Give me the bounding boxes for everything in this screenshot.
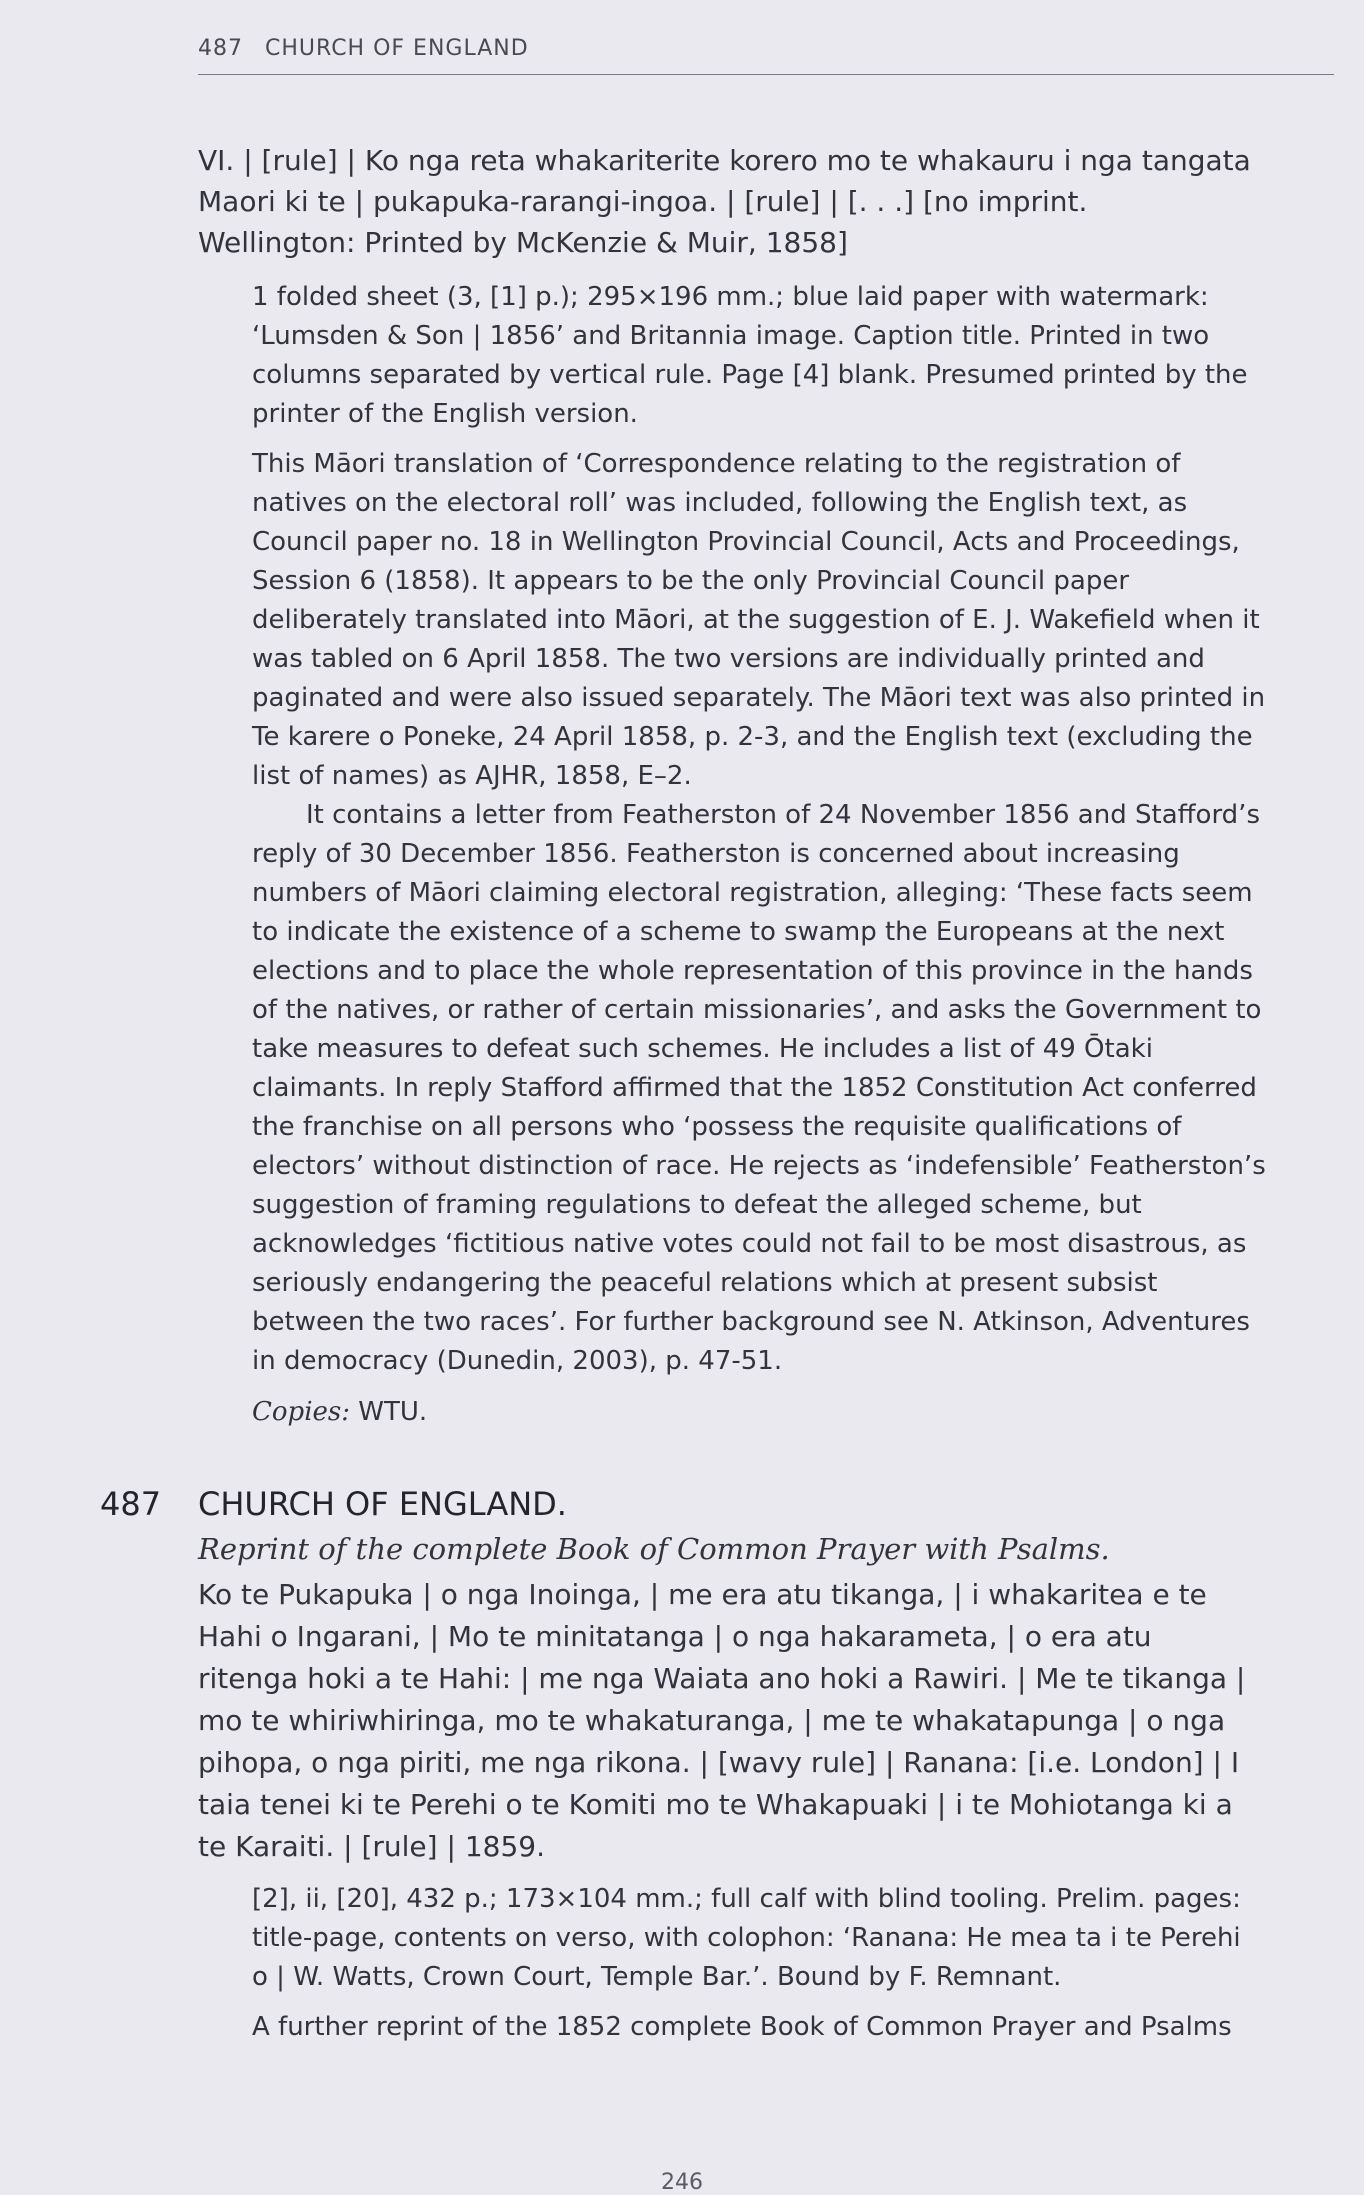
title-line: ritenga hoki a te Hahi: | me nga Waiata ano hoki a Rawiri. | Me te tikanga |: [198, 1662, 1246, 1695]
text-line: seriously endangering the peaceful relations which at present subsist: [252, 1268, 1158, 1298]
text-line: was tabled on 6 April 1858. The two versions are individually printed and: [252, 644, 1205, 674]
text-line: in democracy (Dunedin, 2003), p. 47-51.: [252, 1346, 783, 1376]
entry-note: [252, 2008, 1334, 2047]
title-line: Hahi o Ingarani, | Mo te minitatanga | o nga hakarameta, | o era atu: [198, 1620, 1152, 1653]
text-line: claimants. In reply Stafford affirmed that the 1852 Constitution Act conferred: [252, 1073, 1257, 1103]
title-line: pihopa, o nga piriti, me nga rikona. | [wavy rule] | Ranana: [i.e. London] | I: [198, 1746, 1240, 1779]
text-line: reply of 30 December 1856. Featherston is concerned about increasing: [252, 839, 1180, 869]
text-line: Council paper no. 18 in Wellington Provincial Council, Acts and Proceedings,: [252, 527, 1240, 557]
running-head-title: CHURCH OF ENGLAND: [265, 36, 529, 61]
title-line: taia tenei ki te Perehi o te Komiti mo te Whakapuaki | i te Mohiotanga ki a: [198, 1788, 1233, 1821]
text-line: numbers of Māori claiming electoral registration, alleging: ‘These facts seem: [252, 878, 1253, 908]
note-paragraph-2-body: [252, 835, 1334, 1381]
entry-title-transcription: [198, 1574, 1334, 1868]
text-line: [2], ii, [20], 432 p.; 173×104 mm.; full calf with blind tooling. Prelim. pages:: [252, 1884, 1241, 1914]
previous-entry-notes: [252, 445, 1334, 1381]
text-line: printer of the English version.: [252, 399, 638, 429]
text-line: take measures to defeat such schemes. He includes a list of 49 Ōtaki: [252, 1034, 1153, 1064]
title-line: mo te whiriwhiringa, mo te whakaturanga, | me te whakatapunga | o nga: [198, 1704, 1226, 1737]
text-line: list of names) as AJHR, 1858, E–2.: [252, 761, 692, 791]
page-number: 246: [661, 2170, 703, 2195]
entry-heading: CHURCH OF ENGLAND.: [198, 1485, 567, 1523]
text-line: columns separated by vertical rule. Page [4] blank. Presumed printed by the: [252, 360, 1248, 390]
title-line: Wellington: Printed by McKenzie & Muir, 1858]: [198, 226, 848, 259]
text-line: title-page, contents on verso, with colophon: ‘Ranana: He mea ta i te Perehi: [252, 1923, 1241, 1953]
previous-entry-title: [198, 140, 1334, 263]
previous-entry-physical-description: [252, 278, 1334, 434]
running-head-number: 487: [198, 36, 243, 61]
note-paragraph-2: [252, 796, 1334, 835]
entry-physical-description: [252, 1880, 1334, 1997]
entry-subtitle: Reprint of the complete Book of Common Prayer with Psalms.: [198, 1532, 1110, 1566]
text-line: This Māori translation of ‘Correspondence relating to the registration of: [252, 449, 1181, 479]
note-paragraph-1: [252, 445, 1334, 796]
text-line: It contains a letter from Featherston of 24 November 1856 and Stafford’s: [306, 800, 1260, 830]
text-line: of the natives, or rather of certain missionaries’, and asks the Government to: [252, 995, 1262, 1025]
text-line: deliberately translated into Māori, at the suggestion of E. J. Wakefield when it: [252, 605, 1260, 635]
copies-line: [252, 1393, 1334, 1432]
text-line: to indicate the existence of a scheme to swamp the Europeans at the next: [252, 917, 1225, 947]
text-line: electors’ without distinction of race. He rejects as ‘indefensible’ Featherston’s: [252, 1151, 1266, 1181]
text-line: natives on the electoral roll’ was included, following the English text, as: [252, 488, 1188, 518]
text-line: suggestion of framing regulations to defeat the alleged scheme, but: [252, 1190, 1142, 1220]
text-line: ‘Lumsden & Son | 1856’ and Britannia image. Caption title. Printed in two: [252, 321, 1210, 351]
text-line: Session 6 (1858). It appears to be the only Provincial Council paper: [252, 566, 1130, 596]
copies-label: Copies:: [252, 1397, 350, 1427]
text-line: the franchise on all persons who ‘possess the requisite qualifications of: [252, 1112, 1182, 1142]
text-line: acknowledges ‘fictitious native votes could not fail to be most disastrous, as: [252, 1229, 1247, 1259]
title-line: Ko te Pukapuka | o nga Inoinga, | me era atu tikanga, | i whakaritea e te: [198, 1578, 1207, 1611]
text-line: between the two races’. For further background see N. Atkinson, Adventures: [252, 1307, 1250, 1337]
entry-number: 487: [100, 1485, 162, 1523]
text-line: 1 folded sheet (3, [1] p.); 295×196 mm.; blue laid paper with watermark:: [252, 282, 1209, 312]
text-line: elections and to place the whole representation of this province in the hands: [252, 956, 1253, 986]
copies-value: WTU.: [358, 1397, 428, 1427]
text-line: A further reprint of the 1852 complete Book of Common Prayer and Psalms: [252, 2012, 1232, 2042]
title-line: te Karaiti. | [rule] | 1859.: [198, 1830, 545, 1863]
title-line: Maori ki te | pukapuka-rarangi-ingoa. | [rule] | [. . .] [no imprint.: [198, 185, 1088, 218]
header-rule: [198, 74, 1334, 75]
text-line: o | W. Watts, Crown Court, Temple Bar.’. Bound by F. Remnant.: [252, 1962, 1062, 1992]
text-line: paginated and were also issued separately. The Māori text was also printed in: [252, 683, 1266, 713]
text-line: Te karere o Poneke, 24 April 1858, p. 2-3, and the English text (excluding the: [252, 722, 1253, 752]
running-head: [198, 36, 529, 61]
title-line: VI. | [rule] | Ko nga reta whakariterite korero mo te whakauru i nga tangata: [198, 144, 1251, 177]
